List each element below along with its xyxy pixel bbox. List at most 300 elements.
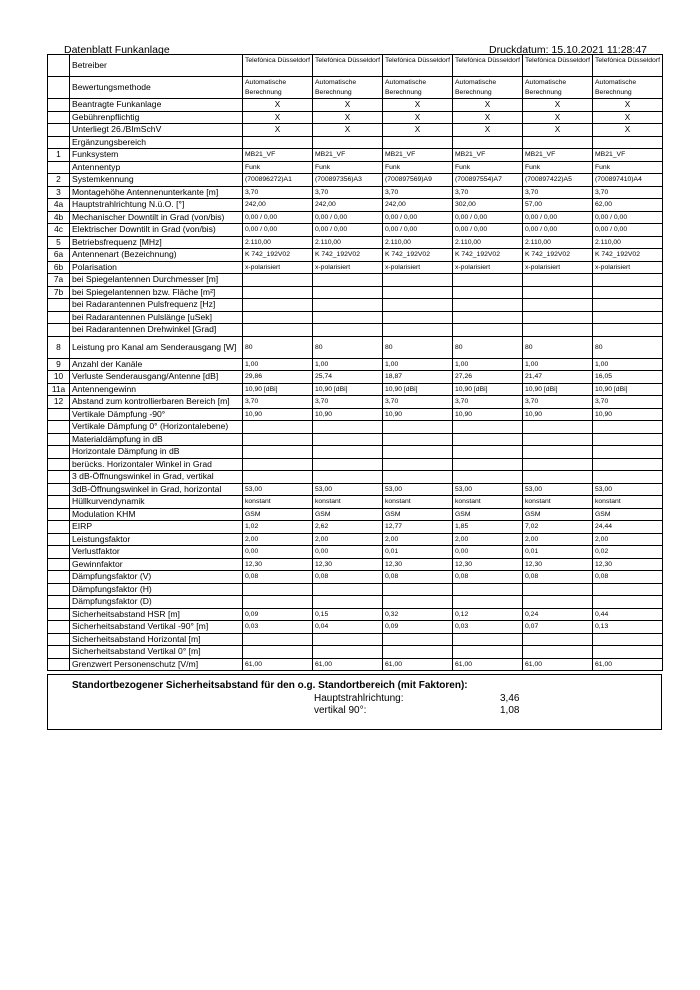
cell-value: konstant [383,496,453,509]
cell-value [593,583,663,596]
row-label: Betriebsfrequenz [MHz] [70,236,243,249]
cell-value: 10,90 [dBi] [453,383,523,396]
row-label: bei Spiegelantennen bzw. Fläche [m²] [70,286,243,299]
row-number [48,124,70,137]
row-number [48,483,70,496]
cell-value: 0,08 [243,571,313,584]
table-row [48,608,663,621]
cell-value: 10,90 [453,408,523,421]
table-row [48,396,663,409]
cell-value [593,596,663,609]
cell-value [383,458,453,471]
cell-value: 2,00 [243,533,313,546]
cell-value: Automatische Berechnung [523,77,593,99]
cell-value: 61,00 [383,658,453,671]
row-number: 9 [48,358,70,371]
table-row [48,508,663,521]
cell-value [383,136,453,149]
cell-value [593,433,663,446]
cell-value: 3,70 [453,186,523,199]
row-number [48,633,70,646]
cell-value: 3,70 [593,396,663,409]
row-label: berücks. Horizontaler Winkel in Grad [70,458,243,471]
cell-value: X [453,111,523,124]
cell-value: x-polarisiert [453,261,523,274]
row-label: Verlustfaktor [70,546,243,559]
cell-value: 3,70 [383,396,453,409]
cell-value: konstant [313,496,383,509]
cell-value: Funk [523,161,593,174]
cell-value: 61,00 [593,658,663,671]
cell-value: 0,00 / 0,00 [313,224,383,237]
row-label: Leistungsfaktor [70,533,243,546]
cell-value: 80 [523,336,593,358]
row-number [48,621,70,634]
cell-value: 2.110,00 [593,236,663,249]
cell-value: GSM [453,508,523,521]
cell-value: 0,08 [313,571,383,584]
cell-value: 0,08 [523,571,593,584]
cell-value [313,136,383,149]
cell-value: Telefónica Düsseldorf [453,55,523,77]
cell-value [383,274,453,287]
cell-value: 0,00 / 0,00 [383,211,453,224]
cell-value: (700897569)A9 [383,174,453,187]
row-number [48,533,70,546]
datasheet-table [47,54,663,671]
cell-value: X [523,124,593,137]
row-label: Materialdämpfung in dB [70,433,243,446]
row-number [48,546,70,559]
cell-value: 1,85 [453,521,523,534]
cell-value: 10,90 [523,408,593,421]
cell-value: 10,90 [383,408,453,421]
row-number: 3 [48,186,70,199]
cell-value [453,633,523,646]
row-label: Antennengewinn [70,383,243,396]
cell-value [523,458,593,471]
cell-value: 2.110,00 [313,236,383,249]
cell-value: 0,00 / 0,00 [383,224,453,237]
cell-value: X [593,99,663,112]
cell-value: konstant [243,496,313,509]
cell-value: 3,70 [313,186,383,199]
cell-value: 0,00 / 0,00 [243,211,313,224]
cell-value: MB21_VF [313,149,383,162]
cell-value: 242,00 [383,199,453,212]
row-number [48,646,70,659]
row-number [48,324,70,337]
cell-value: 80 [593,336,663,358]
summary-title: Standortbezogener Sicherheitsabstand für den o.g. Standortbereich (mit Faktoren): [72,680,468,691]
cell-value [453,646,523,659]
cell-value [593,299,663,312]
cell-value [453,458,523,471]
cell-value: 61,00 [523,658,593,671]
cell-value: x-polarisiert [523,261,593,274]
cell-value: 24,44 [593,521,663,534]
summary-vertical-label: vertikal 90°: [314,705,367,716]
row-label: EIRP [70,521,243,534]
row-label: Systemkennung [70,174,243,187]
table-row [48,324,663,337]
row-label: Hüllkurvendynamik [70,496,243,509]
cell-value: MB21_VF [383,149,453,162]
row-number [48,421,70,434]
cell-value: X [243,124,313,137]
cell-value: 61,00 [243,658,313,671]
cell-value [313,311,383,324]
cell-value: 0,00 / 0,00 [523,211,593,224]
cell-value [523,299,593,312]
cell-value [243,274,313,287]
row-number: 10 [48,371,70,384]
row-number [48,99,70,112]
row-label: Vertikale Dämpfung -90° [70,408,243,421]
row-label: Verluste Senderausgang/Antenne [dB] [70,371,243,384]
cell-value: 0,01 [383,546,453,559]
cell-value [523,633,593,646]
cell-value [593,421,663,434]
cell-value: 302,00 [453,199,523,212]
row-label: Anzahl der Kanäle [70,358,243,371]
table-row [48,583,663,596]
cell-value: 12,30 [523,558,593,571]
cell-value [453,136,523,149]
table-row [48,646,663,659]
table-row [48,161,663,174]
cell-value: 10,90 [313,408,383,421]
cell-value: Telefónica Düsseldorf [243,55,313,77]
row-number [48,458,70,471]
table-row [48,533,663,546]
cell-value: MB21_VF [243,149,313,162]
cell-value [523,433,593,446]
cell-value [453,471,523,484]
cell-value: 62,00 [593,199,663,212]
row-label: Bewertungsmethode [70,77,243,99]
cell-value: Automatische Berechnung [593,77,663,99]
cell-value: 2,00 [453,533,523,546]
table-row [48,249,663,262]
cell-value [313,646,383,659]
cell-value [383,583,453,596]
cell-value: (700897410)A4 [593,174,663,187]
cell-value [313,274,383,287]
row-number: 6a [48,249,70,262]
cell-value: 10,90 [593,408,663,421]
row-label: Beantragte Funkanlage [70,99,243,112]
cell-value [383,324,453,337]
cell-value [593,324,663,337]
cell-value: 0,08 [593,571,663,584]
cell-value: 53,00 [243,483,313,496]
cell-value: 80 [453,336,523,358]
row-label: Modulation KHM [70,508,243,521]
row-label: bei Radarantennen Drehwinkel [Grad] [70,324,243,337]
table-row [48,311,663,324]
cell-value: 0,32 [383,608,453,621]
cell-value: Telefónica Düsseldorf [593,55,663,77]
cell-value: Telefónica Düsseldorf [313,55,383,77]
table-row [48,111,663,124]
cell-value: X [383,99,453,112]
table-row [48,136,663,149]
cell-value: 12,30 [593,558,663,571]
cell-value: X [453,124,523,137]
cell-value: 1,00 [523,358,593,371]
cell-value: konstant [453,496,523,509]
table-row [48,77,663,99]
cell-value: 57,00 [523,199,593,212]
cell-value: x-polarisiert [243,261,313,274]
cell-value: X [313,111,383,124]
cell-value: 25,74 [313,371,383,384]
row-number [48,471,70,484]
row-label: Sicherheitsabstand HSR [m] [70,608,243,621]
cell-value: 2,00 [593,533,663,546]
cell-value [243,446,313,459]
row-label: Vertikale Dämpfung 0° (Horizontalebene) [70,421,243,434]
cell-value [383,286,453,299]
cell-value [523,646,593,659]
row-number [48,583,70,596]
cell-value: x-polarisiert [313,261,383,274]
cell-value [523,286,593,299]
row-number: 11a [48,383,70,396]
cell-value: 0,07 [523,621,593,634]
cell-value: X [523,99,593,112]
cell-value [243,583,313,596]
cell-value: (700896272)A1 [243,174,313,187]
row-number [48,658,70,671]
cell-value: 10,90 [243,408,313,421]
cell-value: 53,00 [593,483,663,496]
table-row [48,483,663,496]
cell-value: 1,00 [313,358,383,371]
cell-value: 0,00 / 0,00 [523,224,593,237]
row-number: 4b [48,211,70,224]
row-label: Abstand zum kontrollierbaren Bereich [m] [70,396,243,409]
cell-value [243,299,313,312]
table-row [48,274,663,287]
cell-value [313,421,383,434]
row-number [48,111,70,124]
row-label: Betreiber [70,55,243,77]
cell-value [453,324,523,337]
cell-value: 61,00 [453,658,523,671]
cell-value [593,311,663,324]
cell-value: 2,00 [523,533,593,546]
cell-value [243,458,313,471]
cell-value [243,421,313,434]
row-label: Antennenart (Bezeichnung) [70,249,243,262]
cell-value [313,433,383,446]
cell-value: 12,30 [313,558,383,571]
row-label: Hauptstrahlrichtung N.ü.O. [°] [70,199,243,212]
cell-value: 0,00 / 0,00 [243,224,313,237]
cell-value: 53,00 [383,483,453,496]
table-row [48,211,663,224]
cell-value: 61,00 [313,658,383,671]
cell-value: 10,90 [dBi] [243,383,313,396]
table-row [48,658,663,671]
cell-value: 0,03 [453,621,523,634]
cell-value [453,311,523,324]
row-label: Polarisation [70,261,243,274]
cell-value: 3,70 [383,186,453,199]
cell-value: 18,87 [383,371,453,384]
cell-value: 10,90 [dBi] [313,383,383,396]
cell-value: Automatische Berechnung [243,77,313,99]
summary-main-label: Hauptstrahlrichtung: [314,693,404,704]
cell-value: x-polarisiert [383,261,453,274]
cell-value [593,274,663,287]
row-label: Funksystem [70,149,243,162]
row-number [48,311,70,324]
row-label: bei Radarantennen Pulsfrequenz [Hz] [70,299,243,312]
cell-value: 53,00 [313,483,383,496]
cell-value [523,274,593,287]
row-number [48,596,70,609]
cell-value: Telefónica Düsseldorf [383,55,453,77]
cell-value [593,471,663,484]
cell-value: 53,00 [453,483,523,496]
cell-value [453,421,523,434]
cell-value [523,446,593,459]
cell-value: 1,00 [593,358,663,371]
cell-value: 0,02 [593,546,663,559]
table-row [48,496,663,509]
row-number: 8 [48,336,70,358]
cell-value: 0,09 [383,621,453,634]
cell-value [593,633,663,646]
table-row [48,358,663,371]
table-row [48,621,663,634]
cell-value [243,596,313,609]
table-row [48,149,663,162]
cell-value [243,286,313,299]
cell-value: (700897422)A5 [523,174,593,187]
cell-value: 0,13 [593,621,663,634]
cell-value: 0,00 [313,546,383,559]
row-label: Grenzwert Personenschutz [V/m] [70,658,243,671]
cell-value [383,433,453,446]
cell-value [593,286,663,299]
cell-value: 3,70 [523,396,593,409]
cell-value: 0,00 / 0,00 [453,211,523,224]
cell-value: 29,86 [243,371,313,384]
cell-value [453,446,523,459]
cell-value: Automatische Berechnung [383,77,453,99]
cell-value: 1,00 [383,358,453,371]
table-row [48,236,663,249]
cell-value [453,274,523,287]
cell-value [243,311,313,324]
row-number [48,558,70,571]
cell-value: 2,00 [383,533,453,546]
row-label: Unterliegt 26./BImSchV [70,124,243,137]
table-row [48,336,663,358]
row-label: Sicherheitsabstand Vertikal 0° [m] [70,646,243,659]
cell-value: 0,15 [313,608,383,621]
table-row [48,471,663,484]
table-row [48,558,663,571]
row-number [48,77,70,99]
row-label: Sicherheitsabstand Horizontal [m] [70,633,243,646]
row-number: 5 [48,236,70,249]
row-number: 1 [48,149,70,162]
cell-value [523,136,593,149]
row-number [48,136,70,149]
cell-value [383,471,453,484]
summary-vertical-value: 1,08 [500,705,520,716]
cell-value [313,471,383,484]
row-label: Montagehöhe Antennenunterkante [m] [70,186,243,199]
table-row [48,99,663,112]
cell-value: X [593,124,663,137]
cell-value: MB21_VF [523,149,593,162]
table-row [48,458,663,471]
row-number: 12 [48,396,70,409]
cell-value [313,286,383,299]
cell-value: GSM [243,508,313,521]
cell-value: 2.110,00 [523,236,593,249]
cell-value: 7,02 [523,521,593,534]
cell-value [453,596,523,609]
row-number [48,496,70,509]
cell-value: (700897554)A7 [453,174,523,187]
cell-value: X [523,111,593,124]
cell-value [593,446,663,459]
cell-value: X [383,124,453,137]
cell-value: 0,00 / 0,00 [593,211,663,224]
cell-value: 12,30 [453,558,523,571]
cell-value [383,421,453,434]
cell-value: K 742_192V02 [453,249,523,262]
cell-value [383,446,453,459]
cell-value: K 742_192V02 [243,249,313,262]
cell-value [313,583,383,596]
cell-value [383,646,453,659]
cell-value: K 742_192V02 [523,249,593,262]
cell-value: GSM [593,508,663,521]
summary-main-value: 3,46 [500,693,520,704]
cell-value: X [453,99,523,112]
cell-value [243,471,313,484]
cell-value: 16,05 [593,371,663,384]
cell-value [453,583,523,596]
row-label: bei Spiegelantennen Durchmesser [m] [70,274,243,287]
cell-value [243,633,313,646]
row-label: Dämpfungsfaktor (D) [70,596,243,609]
cell-value: 53,00 [523,483,593,496]
cell-value: 80 [383,336,453,358]
cell-value [453,299,523,312]
cell-value: X [243,111,313,124]
table-row [48,199,663,212]
cell-value: MB21_VF [593,149,663,162]
cell-value: 3,70 [243,396,313,409]
row-label: Dämpfungsfaktor (V) [70,571,243,584]
row-number [48,55,70,77]
cell-value: konstant [523,496,593,509]
row-label: Leistung pro Kanal am Senderausgang [W] [70,336,243,358]
table-row [48,124,663,137]
cell-value [453,433,523,446]
cell-value: 0,44 [593,608,663,621]
cell-value: K 742_192V02 [383,249,453,262]
